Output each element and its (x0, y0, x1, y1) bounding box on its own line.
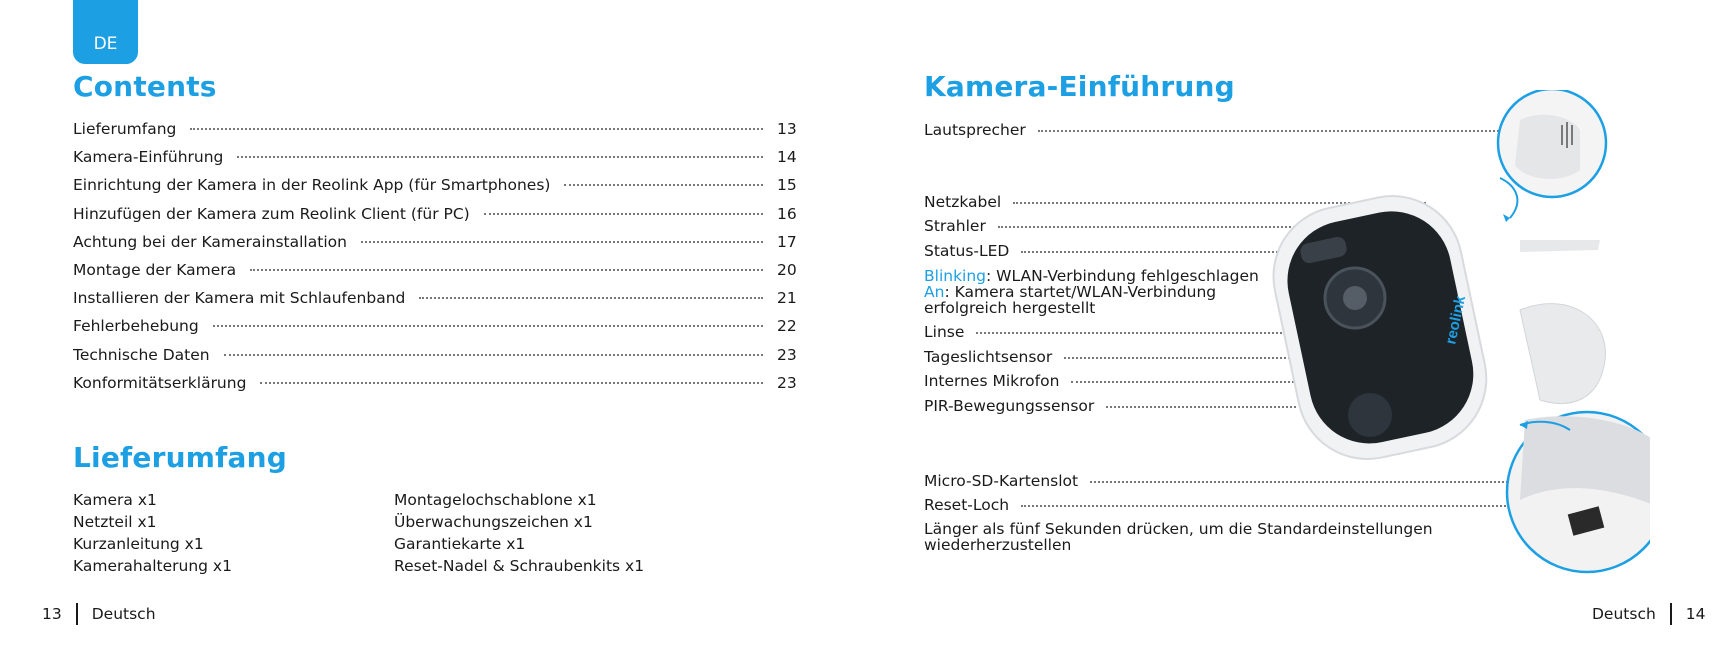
toc-leader-dots (190, 128, 763, 130)
label-power-cable: Netzkabel (924, 193, 1426, 211)
contents-heading: Contents (73, 70, 217, 103)
toc-entry-title: Installieren der Kamera mit Schlaufenband (73, 289, 406, 308)
toc-entry-title: Konformitätserklärung (73, 373, 247, 392)
toc-entry-page: 13 (777, 120, 797, 138)
label-reset-hole: Reset-Loch (924, 496, 1601, 514)
toc-leader-dots (260, 382, 763, 384)
package-item: Reset-Nadel & Schraubenkits x1 (394, 557, 645, 575)
toc-entry-title: Hinzufügen der Kamera zum Reolink Client (für PC) (73, 204, 470, 223)
footer-divider (76, 603, 78, 625)
label-speaker: Lautsprecher (924, 121, 1535, 139)
label-internal-mic: Internes Mikrofon (924, 372, 1326, 390)
toc-entry-title: Montage der Kamera (73, 260, 237, 279)
pir-sensor (1348, 393, 1392, 437)
page-number: 14 (1685, 605, 1706, 623)
label-spotlight: Strahler (924, 217, 1418, 235)
package-item: Netzteil x1 (73, 513, 157, 531)
toc-entry[interactable] (73, 176, 795, 204)
footer-left (42, 603, 156, 625)
footer-language: Deutsch (91, 605, 156, 623)
label-daylight-sensor: Tageslichtsensor (924, 348, 1294, 366)
package-list-col1 (73, 489, 232, 577)
toc-leader-dots (250, 269, 763, 271)
toc-entry[interactable] (73, 374, 795, 402)
toc-entry[interactable] (73, 120, 795, 148)
toc-leader-dots (361, 241, 763, 243)
label-sd-slot: Micro-SD-Kartenslot (924, 472, 1520, 490)
package-heading: Lieferumfang (73, 441, 287, 474)
arrow-bottom-head (1520, 421, 1528, 429)
label-pir-sensor: PIR-Bewegungssensor (924, 397, 1296, 415)
toc-entry[interactable] (73, 261, 795, 289)
toc-entry-title: Kamera-Einführung (73, 148, 224, 167)
toc-entry[interactable] (73, 148, 795, 176)
speaker-closeup (1515, 115, 1580, 179)
package-item: Kurzanleitung x1 (73, 535, 204, 553)
brand-logo: reolink (1442, 294, 1470, 346)
label-lens: Linse (924, 323, 1334, 341)
lens-center (1343, 286, 1367, 310)
toc-leader-dots (419, 297, 763, 299)
package-item: Montagelochschablone x1 (394, 491, 597, 509)
toc-entry-page: 20 (777, 260, 797, 279)
toc-entry-page: 15 (777, 176, 797, 195)
toc-entry-title: Achtung bei der Kamerainstallation (73, 232, 347, 251)
toc-entry[interactable] (73, 233, 795, 261)
package-item: Kamera x1 (73, 491, 157, 509)
toc-entry-page: 21 (777, 289, 797, 308)
table-of-contents (73, 120, 795, 402)
toc-entry[interactable] (73, 205, 795, 233)
toc-entry-page: 22 (777, 317, 797, 336)
toc-entry-page: 16 (777, 204, 797, 223)
toc-entry-page: 23 (777, 373, 797, 392)
camera-illustration (1270, 90, 1650, 580)
toc-entry[interactable] (73, 346, 795, 374)
mount-arm (1520, 304, 1605, 404)
package-item: Überwachungszeichen x1 (394, 513, 593, 531)
arrow-top (1500, 178, 1517, 218)
toc-entry[interactable] (73, 317, 795, 345)
status-led-description: Blinking: WLAN-Verbindung fehlgeschlagen An: Kamera startet/WLAN-Verbindung erfolgreich hergestellt (924, 267, 1259, 317)
footer-divider (1670, 603, 1672, 625)
language-tab: DE (73, 0, 138, 64)
camera-intro-heading: Kamera-Einführung (924, 70, 1235, 103)
toc-entry-page: 17 (777, 232, 797, 251)
label-status-led: Status-LED (924, 242, 1393, 260)
toc-leader-dots (484, 213, 763, 215)
power-cable (1520, 240, 1600, 252)
page-number: 13 (42, 605, 62, 623)
package-item: Garantiekarte x1 (394, 535, 526, 553)
toc-leader-dots (224, 354, 763, 356)
toc-entry[interactable] (73, 289, 795, 317)
footer-right (1592, 603, 1706, 625)
toc-leader-dots (213, 325, 763, 327)
arrow-top-head (1503, 214, 1510, 222)
toc-entry-title: Lieferumfang (73, 120, 177, 138)
toc-entry-title: Technische Daten (73, 345, 210, 364)
toc-leader-dots (237, 156, 763, 158)
reset-description: Länger als fünf Sekunden drücken, um die Standardeinstellungen wiederherzustellen (924, 520, 1433, 554)
toc-entry-page: 14 (777, 148, 797, 167)
toc-leader-dots (564, 184, 763, 186)
toc-entry-title: Fehlerbehebung (73, 317, 199, 336)
footer-language: Deutsch (1592, 605, 1656, 623)
package-list-col2 (394, 489, 644, 577)
toc-entry-title: Einrichtung der Kamera in der Reolink App (für Smartphones) (73, 176, 551, 195)
toc-entry-page: 23 (777, 345, 797, 364)
package-item: Kamerahalterung x1 (73, 557, 232, 575)
